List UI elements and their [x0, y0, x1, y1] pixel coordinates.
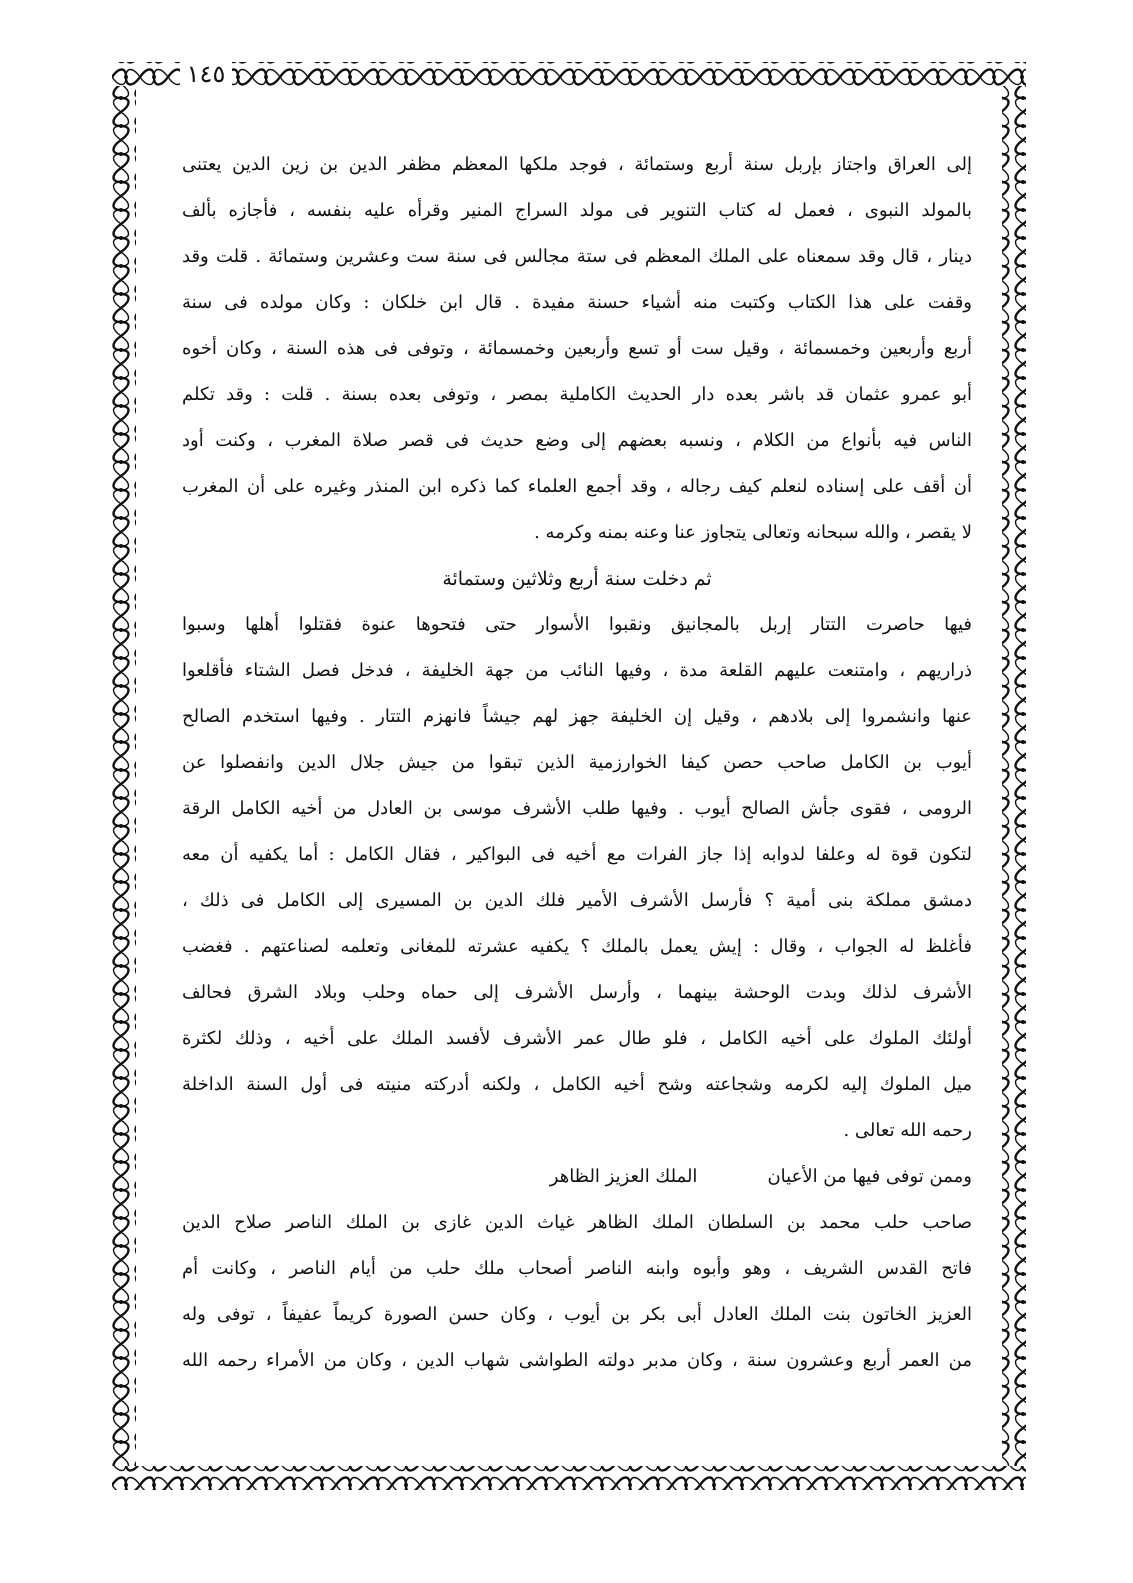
text-line: الناس فيه بأنواع من الكلام ، ونسبه بعضهم إلى وضع حديث فى قصر صلاة المغرب ، وكنت أود [182, 430, 972, 451]
obituary-intro: وممن توفى فيها من الأعيان [767, 1166, 972, 1187]
text-line: عنها وانشمروا إلى بلادهم ، وقيل إن الخليفة جهز لهم جيشاً فانهزم التتار . وفيها استخدم الصالح [182, 706, 972, 727]
text-line: صاحب حلب محمد بن السلطان الملك الظاهر غياث الدين غازى بن الملك الناصر صلاح الدين [182, 1212, 972, 1233]
section-heading: ثم دخلت سنة أربع وثلاثين وستمائة [442, 568, 712, 590]
text-line: دمشق مملكة بنى أمية ؟ فأرسل الأشرف الأمير فلك الدين بن المسيرى إلى الكامل فى ذلك ، [182, 890, 972, 911]
border-bottom [112, 1466, 1026, 1490]
page-body [182, 142, 972, 1384]
text-line: لا يقصر ، والله سبحانه وتعالى يتجاوز عنا وعنه بمنه وكرمه . [534, 522, 972, 543]
page-number: ١٤٥ [180, 60, 232, 88]
text-line: أربع وأربعين وخمسمائة ، وقيل ست أو تسع وأربعين وخمسمائة ، وتوفى فى هذه السنة ، وكان أخوه [182, 338, 972, 359]
text-line: فيها حاصرت التتار إربل بالمجانيق ونقبوا الأسوار حتى فتحوها عنوة فقتلوا أهلها وسبوا [182, 614, 972, 635]
text-line: أبو عمرو عثمان قد باشر بعده دار الحديث الكاملية بمصر ، وتوفى بعده بسنة . قلت : وقد تكلم [182, 384, 972, 405]
text-line: لتكون قوة له وعلفا لدوابه إذا جاز الفرات مع أخيه فى البواكير ، فقال الكامل : أما يكفيه أن معه [182, 844, 972, 865]
text-line: من العمر أربع وعشرون سنة ، وكان مدبر دولته الطواشى شهاب الدين ، وكان من الأمراء رحمه الله [182, 1350, 972, 1371]
text-line: الرومى ، فقوى جأش الصالح أيوب . وفيها طلب الأشرف موسى بن العادل من أخيه الكامل الرقة [182, 798, 972, 819]
text-line: إلى العراق واجتاز بإربل سنة أربع وستمائة ، فوجد ملكها المعظم مظفر الدين بن زين الدين يعتنى [182, 154, 972, 175]
border-left [112, 86, 136, 1466]
text-line: بالمولد النبوى ، فعمل له كتاب التنوير فى مولد السراج المنير وقرأه عليه بنفسه ، فأجازه بألف [182, 200, 972, 221]
text-line: ميل الملوك إليه لكرمه وشجاعته وشح أخيه الكامل ، ولكنه أدركته منيته فى أول السنة الداخلة [182, 1074, 972, 1095]
obituary-title: الملك العزيز الظاهر [549, 1166, 698, 1187]
text-line: فاتح القدس الشريف ، وهو وأبوه وابنه الناصر أصحاب ملك حلب من أيام الناصر ، وكانت أم [182, 1258, 972, 1279]
text-line: أولئك الملوك على أخيه الكامل ، فلو طال عمر الأشرف لأفسد الملك على أخيه ، وذلك لكثرة [182, 1028, 972, 1049]
text-line: فأغلظ له الجواب ، وقال : إيش يعمل بالملك ؟ يكفيه عشرته للمغانى وتعلمه لصناعتهم . فغضب [182, 936, 972, 957]
text-line: العزيز الخاتون بنت الملك العادل أبى بكر بن أيوب ، وكان حسن الصورة كريماً عفيفاً ، توفى وله [182, 1304, 972, 1325]
border-right [1002, 86, 1026, 1466]
border-top [112, 62, 1026, 86]
obituary-header [182, 1154, 972, 1200]
text-line: الأشرف لذلك وبدت الوحشة بينهما ، وأرسل الأشرف إلى حماه وحلب وبلاد الشرق فحالف [182, 982, 972, 1003]
text-line: دينار ، قال وقد سمعناه على الملك المعظم فى ستة مجالس فى سنة ست وعشرين وستمائة . قلت وقد [182, 246, 972, 267]
text-line: وقفت على هذا الكتاب وكتبت منه أشياء حسنة مفيدة . قال ابن خلكان : وكان مولده فى سنة [182, 292, 972, 313]
text-line: رحمه الله تعالى . [843, 1120, 972, 1141]
text-line: أن أقف على إسناده لنعلم كيف رجاله ، وقد أجمع العلماء كما ذكره ابن المنذر وغيره على أن المغرب [182, 476, 972, 497]
text-line: ذراريهم ، وامتنعت عليهم القلعة مدة ، وفيها النائب من جهة الخليفة ، فدخل فصل الشتاء فأقلعوا [182, 660, 972, 681]
text-line: أيوب بن الكامل صاحب حصن كيفا الخوارزمية الذين تبقوا من جيش جلال الدين وانفصلوا عن [182, 752, 972, 773]
